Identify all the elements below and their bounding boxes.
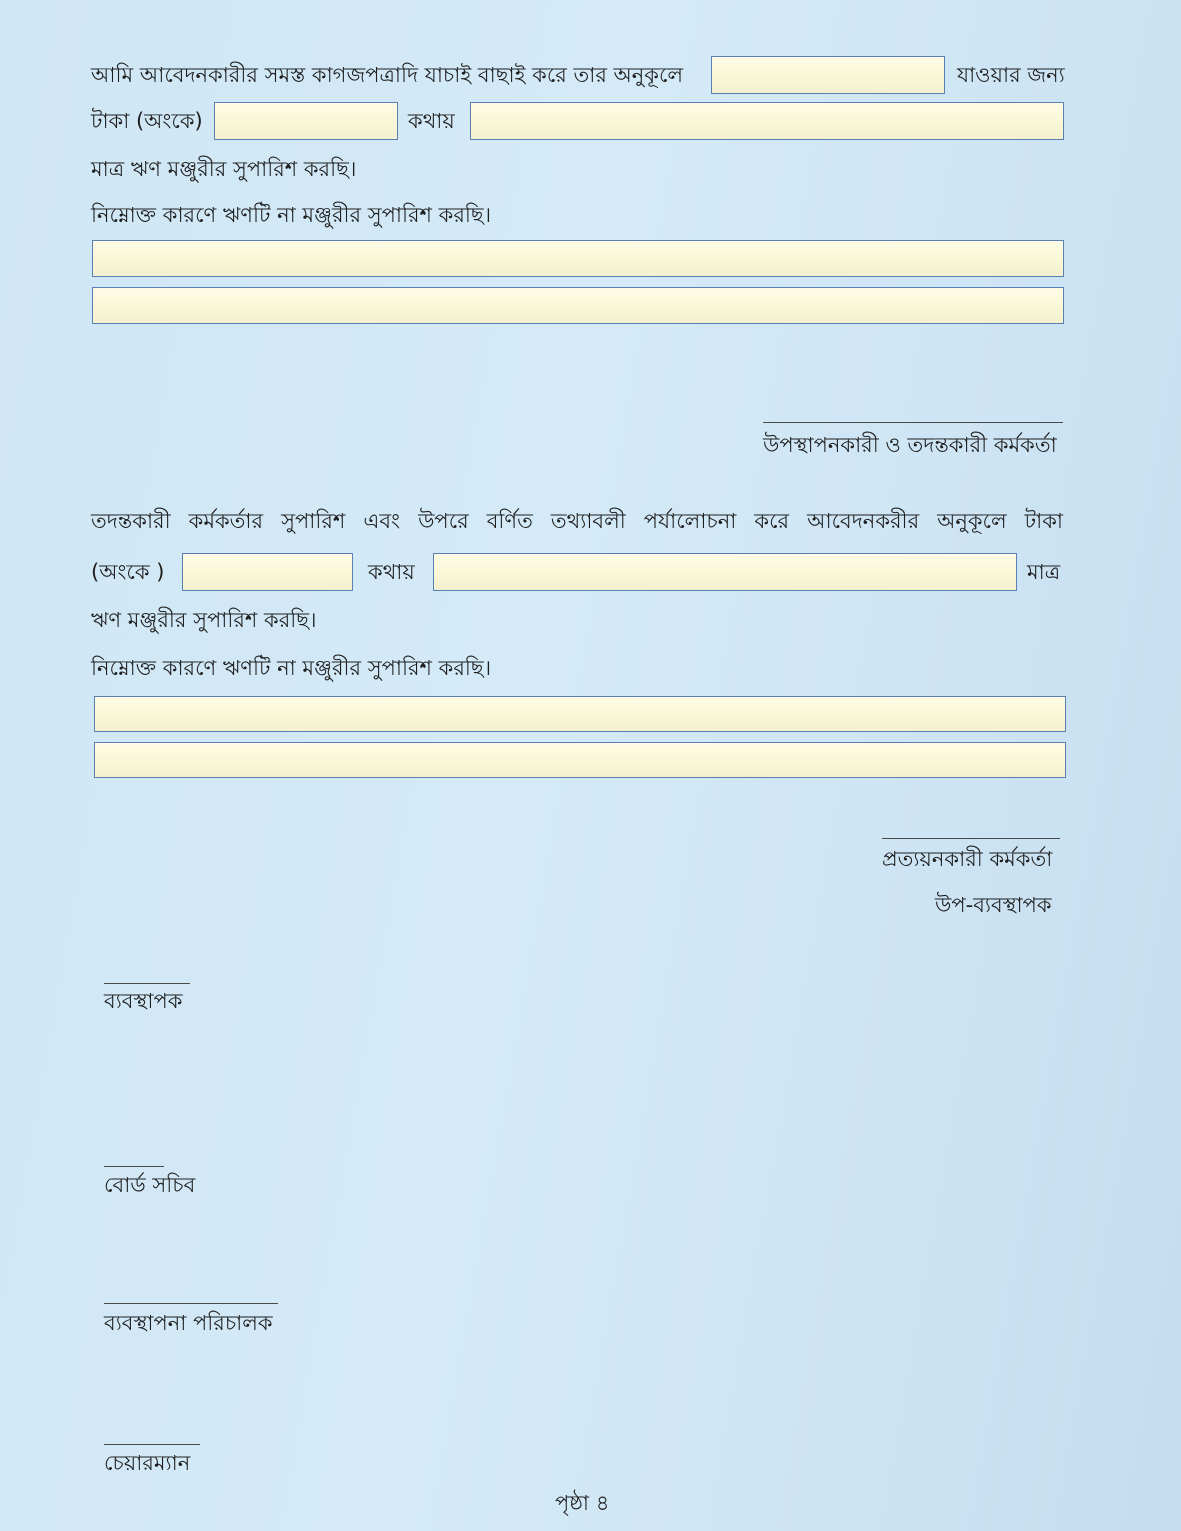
chairman-signature-line	[104, 1444, 200, 1445]
section2-reject-reason-text: নিম্নোক্ত কারণে ঋণটি না মঞ্জুরীর সুপারিশ করছি।	[91, 656, 492, 680]
certifying-officer-designation: উপ-ব্যবস্থাপক	[935, 893, 1052, 917]
board-secretary-signature-line	[104, 1166, 164, 1167]
amount-digits-label: টাকা (অংকে)	[91, 109, 203, 133]
section1-line1-end: যাওয়ার জন্য	[957, 63, 1065, 87]
loan-purpose-field[interactable]	[711, 56, 945, 94]
section2-amount-digits-label: (অংকে )	[91, 560, 165, 584]
investigator-signature-label: উপস্থাপনকারী ও তদন্তকারী কর্মকর্তা	[763, 433, 1057, 457]
amount-words-field[interactable]	[470, 102, 1064, 140]
section2-amount-words-field[interactable]	[433, 553, 1017, 591]
section1-line1-text: আমি আবেদনকারীর সমস্ত কাগজপত্রাদি যাচাই বাছাই করে তার অনুকূলে	[91, 63, 684, 87]
section2-reject-reason-field-1[interactable]	[94, 696, 1066, 732]
recommend-text: মাত্র ঋণ মঞ্জুরীর সুপারিশ করছি।	[91, 157, 357, 181]
reject-reason-field-2[interactable]	[92, 287, 1064, 324]
page-number: পৃষ্ঠা ৪	[555, 1491, 610, 1515]
amount-words-label: কথায়	[408, 109, 455, 133]
section2-reject-reason-field-2[interactable]	[94, 742, 1066, 778]
investigator-signature-line	[763, 422, 1063, 423]
managing-director-label: ব্যবস্থাপনা পরিচালক	[104, 1311, 273, 1335]
section2-amount-suffix: মাত্র	[1027, 560, 1061, 584]
amount-digits-field[interactable]	[214, 102, 398, 140]
chairman-label: চেয়ারম্যান	[104, 1451, 191, 1475]
board-secretary-label: বোর্ড সচিব	[104, 1173, 196, 1197]
section2-recommend-text: ঋণ মঞ্জুরীর সুপারিশ করছি।	[91, 608, 317, 632]
section2-amount-digits-field[interactable]	[182, 553, 353, 591]
certifying-officer-signature-line	[882, 838, 1060, 839]
reject-reason-text: নিম্নোক্ত কারণে ঋণটি না মঞ্জুরীর সুপারিশ করছি।	[91, 203, 492, 227]
manager-label: ব্যবস্থাপক	[104, 989, 183, 1013]
section2-intro-text: তদন্তকারী কর্মকর্তার সুপারিশ এবং উপরে বর্ণিত তথ্যাবলী পর্যালোচনা করে আবেদনকরীর অনুকূলে টাকা	[91, 509, 1063, 533]
managing-director-signature-line	[104, 1303, 278, 1304]
section2-amount-words-label: কথায়	[368, 560, 415, 584]
reject-reason-field-1[interactable]	[92, 240, 1064, 277]
manager-signature-line	[104, 983, 190, 984]
certifying-officer-title: প্রত্যয়নকারী কর্মকর্তা	[882, 847, 1053, 871]
